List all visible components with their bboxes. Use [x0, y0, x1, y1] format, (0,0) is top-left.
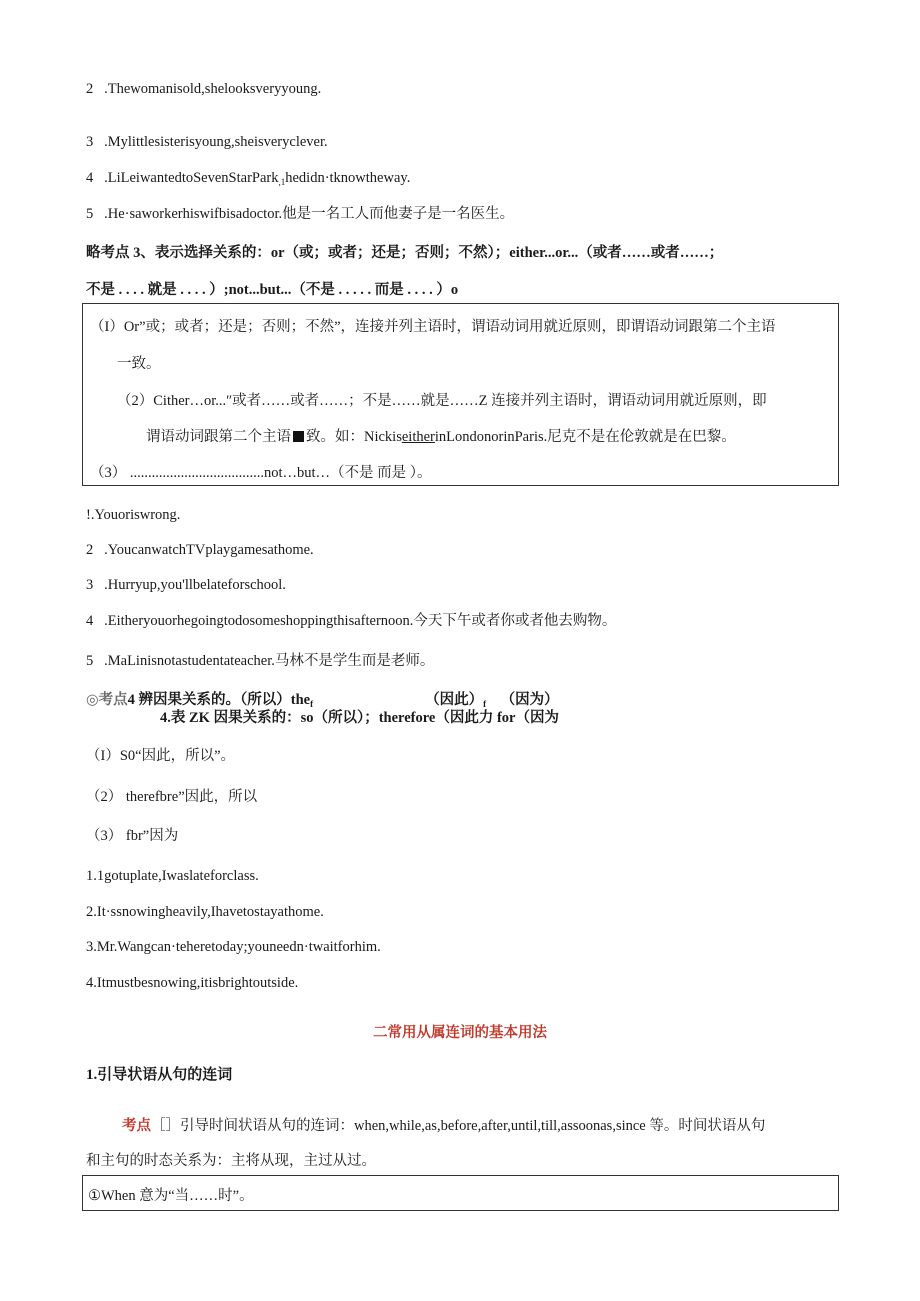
kp-time-clause	[122, 1116, 765, 1136]
sentence-3	[86, 132, 328, 152]
square-glyph-icon	[293, 431, 304, 442]
kp3-example-3	[86, 575, 286, 595]
kp4-item-3: （3） fbr”因为	[86, 828, 179, 844]
item-text: .Hurryup,you'llbelateforschool.	[104, 577, 286, 593]
heading-text: （因此）	[425, 692, 484, 708]
item-text: .Mylittlesisterisyoung,sheisveryclever.	[104, 134, 328, 150]
kp3-rule-2: （2）Cither…or...″或者……或者……；不是……就是……Z 连接并列主语时，谓语动词用就近原则，即	[117, 393, 767, 409]
kp3-heading-line2: 不是 . . . . 就是 . . . . ）;not...but...（不是 . . . . . 而是 . . . . ）o	[86, 282, 459, 298]
item-text: .Eitheryouorhegoingtodosomeshoppingthisafternoon.今天下午或者你或者他去购物。	[104, 613, 617, 629]
underlined-word: either	[401, 429, 435, 445]
kp4-example-4: 4.Itmustbesnowing,itisbrightoutside.	[86, 975, 299, 991]
heading-text: （因为）	[500, 692, 559, 708]
item-text: Youoriswrong.	[94, 507, 181, 523]
kp-time-clause-cont: 和主句的时态关系为：主将从现，主过从过。	[86, 1153, 376, 1169]
kp3-example-4	[86, 611, 616, 631]
item-text: .MaLinisnotastudentateacher.马林不是学生而是老师。	[104, 653, 435, 669]
kp-text: ［］引导时间状语从句的连词：when,while,as,before,after,until,till,assoonas,since 等。时间状语从句	[151, 1118, 766, 1134]
section-title: 二常用从属连词的基本用法	[373, 1025, 547, 1041]
kp3-rule-1-cont: 一致。	[117, 356, 161, 372]
item-number: !.	[86, 507, 95, 523]
item-text: .Thewomanisold,shelooksveryyoung.	[104, 81, 322, 97]
item-number: 5	[86, 653, 94, 669]
item-number: 2	[86, 542, 94, 558]
item-subscript: ,1	[278, 177, 286, 187]
rule-text: 致。如：Nickis	[306, 429, 402, 445]
item-text: hedidn·tknowtheway.	[285, 170, 411, 186]
kp3-example-2	[86, 540, 314, 560]
kp4-example-2: 2.It·ssnowingheavily,Ihavetostayathome.	[86, 904, 324, 920]
when-rule: ①When 意为“当……时”。	[88, 1188, 254, 1204]
kp3-example-1	[86, 505, 180, 525]
kp3-rule-1: （I）Or”或；或者；还是；否则；不然”，连接并列主语时，谓语动词用就近原则，即谓语动词跟第二个主语	[90, 319, 776, 335]
item-number: 4	[86, 170, 94, 186]
kp3-rule-2-cont	[146, 427, 736, 447]
item-text: .LiLeiwantedtoSevenStarPark	[104, 170, 279, 186]
kp4-heading-line2: 4.表 ZK 因果关系的：so（所以）；therefore（因此力 for（因为	[160, 710, 559, 726]
subsection-heading: 1.引导状语从句的连词	[86, 1067, 233, 1083]
heading-subscript: f	[310, 699, 314, 709]
kp3-example-5	[86, 651, 434, 671]
item-number: 3	[86, 577, 94, 593]
kp-mark-icon: ◎考点	[86, 692, 128, 708]
item-number: 4	[86, 613, 94, 629]
sentence-5	[86, 204, 514, 224]
sentence-2	[86, 79, 321, 99]
kp4-example-1: 1.1gotuplate,Iwaslateforclass.	[86, 868, 259, 884]
kp-label: 考点	[122, 1118, 151, 1134]
sentence-4	[86, 168, 410, 192]
kp4-item-2: （2） therefbre”因此，所以	[86, 789, 258, 805]
kp4-example-3: 3.Mr.Wangcan·teheretoday;youneedn·twaitforhim.	[86, 939, 381, 955]
item-number: 5	[86, 206, 94, 222]
rule-text: inLondonorinParis.尼克不是在伦敦就是在巴黎。	[434, 429, 736, 445]
heading-subscript: f	[483, 699, 487, 709]
item-number: 3	[86, 134, 94, 150]
kp3-heading-line1: 略考点 3、表示选择关系的：or（或；或者；还是；否则；不然）；either...or...（或者……或者……；	[86, 245, 724, 261]
heading-text: 4 辨因果关系的。（所以）the	[127, 692, 311, 708]
rule-text: 谓语动词跟第二个主语	[146, 429, 291, 445]
item-text: .YoucanwatchTVplaygamesathome.	[104, 542, 314, 558]
item-number: 2	[86, 81, 94, 97]
kp3-rule-3: （3） .....................................not…but…（不是 而是 ）。	[90, 465, 432, 481]
kp4-item-1: （I）S0“因此，所以”。	[86, 748, 236, 764]
item-text: .He·saworkerhiswifbisadoctor.他是一名工人而他妻子是一名医生。	[104, 206, 515, 222]
